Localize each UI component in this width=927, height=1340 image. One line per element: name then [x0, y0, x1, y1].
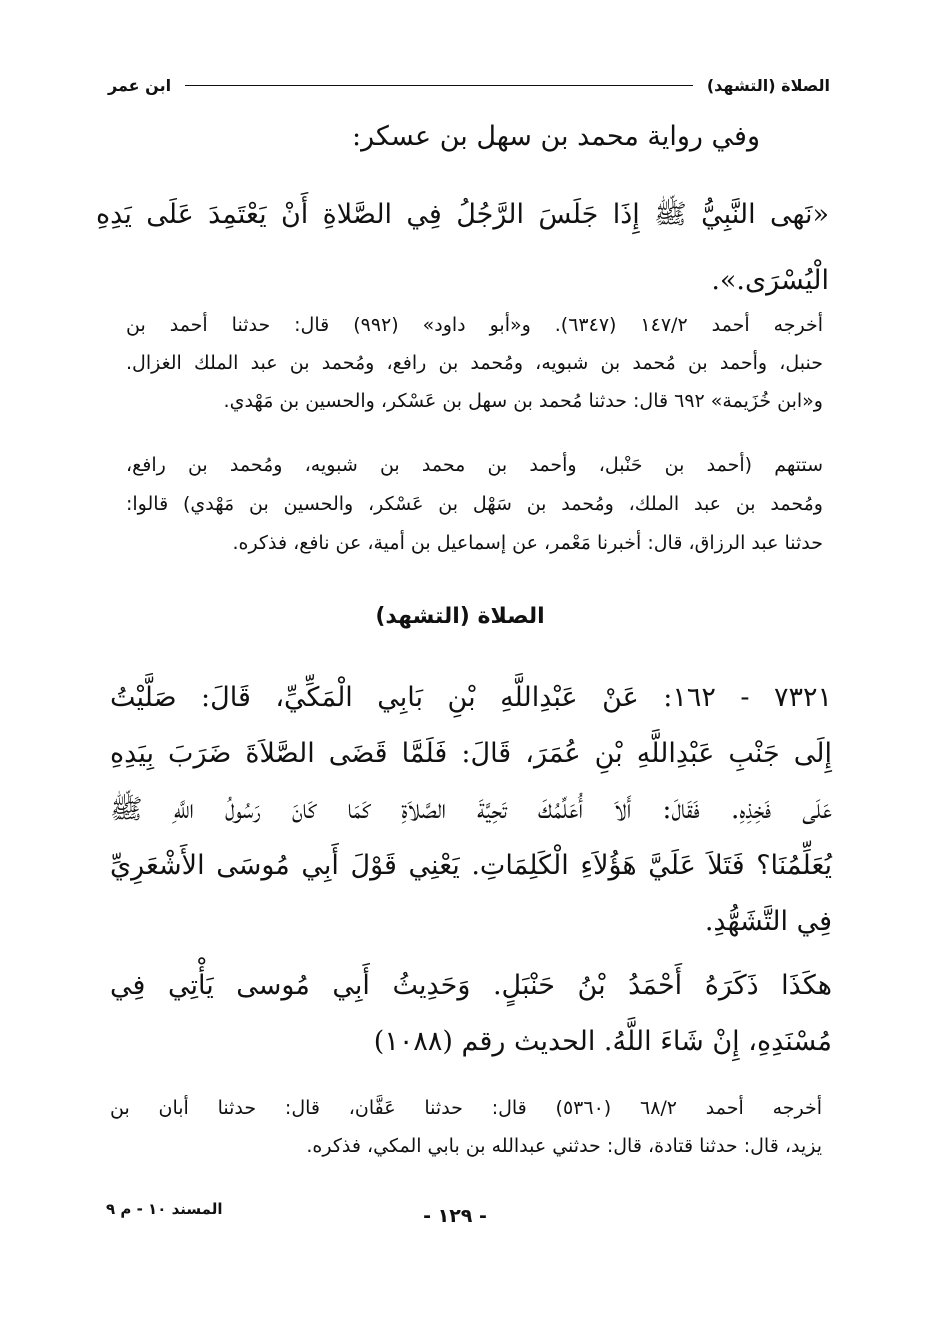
text-line: عَلَى فَخِذِهِ. فَقَالَ: أَلاَ أُعَلِّمُكَ تَحِيَّةَ الصَّلاَةِ كَمَا كَانَ رَسُولُ اللَّهِ ﷺ — [110, 794, 832, 825]
text-line: يُعَلِّمُنَا؟ فَتَلاَ عَلَيَّ هَؤُلاَءِ الْكَلِمَاتِ. يَعْنِي قَوْلَ أَبِي مُوسَى الأَشْعَرِيِّ — [110, 850, 832, 881]
text-line: أخرجه أحمد ٦٨/٢ (٥٣٦٠) قال: حدثنا عَفَّان، قال: حدثنا أبان بن — [110, 1097, 823, 1119]
section-heading: الصلاة (التشهد) — [375, 604, 545, 629]
header-companion-name: ابن عمر — [108, 75, 172, 95]
text-line: إِلَى جَنْبِ عَبْدِاللَّهِ بْنِ عُمَرَ، قَالَ: فَلَمَّا قَضَى الصَّلاَةَ ضَرَبَ بِيَدِهِ — [110, 738, 832, 769]
running-header — [108, 70, 830, 100]
text-line: أخرجه أحمد ١٤٧/٢ (٦٣٤٧). و«أبو داود» (٩٩٢) قال: حدثنا أحمد بن — [126, 314, 824, 336]
text-line: «نَهى النَّبِيُّ ﷺ إِذَا جَلَسَ الرَّجُلُ فِي الصَّلاةِ أَنْ يَعْتَمِدَ عَلَى يَدِهِ — [96, 199, 829, 230]
text-line: حنبل، وأحمد بن مُحمد بن شبويه، ومُحمد بن رافع، ومُحمد بن عبد الملك الغزال. — [126, 352, 823, 374]
text-line: حدثنا عبد الرزاق، قال: أخبرنا مَعْمر، عن إسماعيل بن أمية، عن نافع، فذكره. — [232, 532, 823, 554]
text-line: فِي التَّشَهُّدِ. — [704, 906, 832, 937]
text-line: ستتهم (أحمد بن حَنْبل، وأحمد بن محمد بن شبويه، ومُحمد بن رافع، — [126, 454, 823, 476]
text-line: وفي رواية محمد بن سهل بن عسكر: — [352, 121, 760, 152]
hadith-main-text — [110, 670, 832, 950]
text-line: هكَذَا ذَكَرَهُ أَحْمَدُ بْنُ حَنْبَلٍ. وَحَدِيثُ أَبِي مُوسى يَأْتِي فِي — [110, 970, 832, 1001]
text-line: يزيد، قال: حدثنا قتادة، قال: حدثني عبدالله بن بابي المكي، فذكره. — [306, 1135, 822, 1157]
text-line: ومُحمد بن عبد الملك، ومُحمد بن سَهْل بن عَسْكر، والحسين بن مَهْدي) قالوا: — [126, 493, 823, 515]
takhrij-note-1 — [126, 306, 823, 420]
takhrij-note-3 — [110, 1089, 822, 1165]
text-line: الْيُسْرَى.». — [711, 265, 829, 296]
text-line: مُسْنَدِهِ، إِنْ شَاءَ اللَّهُ. الحديث رقم (١٠٨٨) — [373, 1026, 832, 1057]
takhrij-note-2 — [126, 446, 823, 563]
header-section-title: الصلاة (التشهد) — [706, 75, 830, 95]
text-line: و«ابن خُزَيمة» ٦٩٢ قال: حدثنا مُحمد بن سهل بن عَسْكر، والحسين بن مَهْدي. — [223, 390, 823, 412]
hadith-commentary — [110, 958, 832, 1070]
hadith-text-variant — [96, 182, 829, 314]
text-line: ٧٣٢١ - ١٦٢: عَنْ عَبْدِاللَّهِ بْنِ بَابِي الْمَكِّيِّ، قَالَ: صَلَّيْتُ — [110, 682, 832, 713]
header-rule — [185, 85, 693, 86]
page-number: - ١٢٩ - — [423, 1205, 487, 1227]
narration-intro — [352, 115, 760, 159]
signature-mark: المسند ١٠ - م ٩ — [106, 1200, 223, 1218]
